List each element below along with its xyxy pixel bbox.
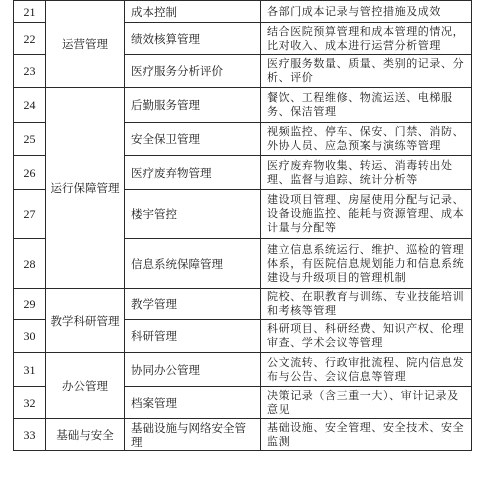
row-number: 23 bbox=[14, 55, 46, 88]
row-number: 32 bbox=[14, 387, 46, 419]
item-name: 信息系统保障管理 bbox=[125, 239, 261, 289]
row-number: 24 bbox=[14, 88, 46, 123]
item-name: 教学管理 bbox=[125, 289, 261, 320]
item-description: 建设项目管理、房屋使用分配与记录、设备设施监控、能耗与资源管理、成本计量与分配等 bbox=[261, 190, 472, 239]
row-number: 21 bbox=[14, 1, 46, 23]
table-row bbox=[14, 88, 472, 123]
table-row bbox=[14, 419, 472, 451]
item-description: 餐饮、工程维修、物流运送、电梯服务、保洁管理 bbox=[261, 88, 472, 123]
item-description: 建立信息系统运行、维护、巡检的管理体系，有医院信息规划能力和信息系统建设与升级项目的管理机制 bbox=[261, 239, 472, 289]
table-row bbox=[14, 353, 472, 387]
table-container bbox=[13, 0, 472, 451]
item-description: 基础设施、安全管理、安全技术、安全监测 bbox=[261, 419, 472, 451]
table-row bbox=[14, 1, 472, 23]
item-name: 楼宇管控 bbox=[125, 190, 261, 239]
item-name: 后勤服务管理 bbox=[125, 88, 261, 123]
management-table bbox=[13, 0, 472, 451]
item-description: 结合医院预算管理和成本管理的情况，比对收入、成本进行运营分析管理 bbox=[261, 23, 472, 55]
category-cell: 基础与安全 bbox=[46, 419, 125, 451]
item-name: 成本控制 bbox=[125, 1, 261, 23]
row-number: 26 bbox=[14, 156, 46, 190]
row-number: 25 bbox=[14, 123, 46, 156]
item-description: 医疗服务数量、质量、类别的记录、分析、评价 bbox=[261, 55, 472, 88]
item-name: 科研管理 bbox=[125, 320, 261, 353]
row-number: 29 bbox=[14, 289, 46, 320]
row-number: 31 bbox=[14, 353, 46, 387]
item-name: 绩效核算管理 bbox=[125, 23, 261, 55]
category-cell: 教学科研管理 bbox=[46, 289, 125, 353]
row-number: 22 bbox=[14, 23, 46, 55]
row-number: 30 bbox=[14, 320, 46, 353]
item-description: 院校、在职教育与训练、专业技能培训和考核等管理 bbox=[261, 289, 472, 320]
item-name: 档案管理 bbox=[125, 387, 261, 419]
row-number: 27 bbox=[14, 190, 46, 239]
item-name: 基础设施与网络安全管理 bbox=[125, 419, 261, 451]
item-description: 医疗废弃物收集、转运、消毒转出处理、监督与追踪、统计分析等 bbox=[261, 156, 472, 190]
category-cell: 办公管理 bbox=[46, 353, 125, 419]
item-description: 各部门成本记录与管控措施及成效 bbox=[261, 1, 472, 23]
item-description: 公文流转、行政审批流程、院内信息发布与公告、会议信息等管理 bbox=[261, 353, 472, 387]
row-number: 33 bbox=[14, 419, 46, 451]
item-name: 医疗服务分析评价 bbox=[125, 55, 261, 88]
item-description: 科研项目、科研经费、知识产权、伦理审查、学术会议等管理 bbox=[261, 320, 472, 353]
row-number: 28 bbox=[14, 239, 46, 289]
item-name: 安全保卫管理 bbox=[125, 123, 261, 156]
category-cell: 运行保障管理 bbox=[46, 88, 125, 289]
item-description: 视频监控、停车、保安、门禁、消防、外协人员、应急预案与演练等管理 bbox=[261, 123, 472, 156]
item-name: 医疗废弃物管理 bbox=[125, 156, 261, 190]
item-name: 协同办公管理 bbox=[125, 353, 261, 387]
table-row bbox=[14, 289, 472, 320]
item-description: 决策记录（含三重一大）、审计记录及意见 bbox=[261, 387, 472, 419]
category-cell: 运营管理 bbox=[46, 1, 125, 88]
